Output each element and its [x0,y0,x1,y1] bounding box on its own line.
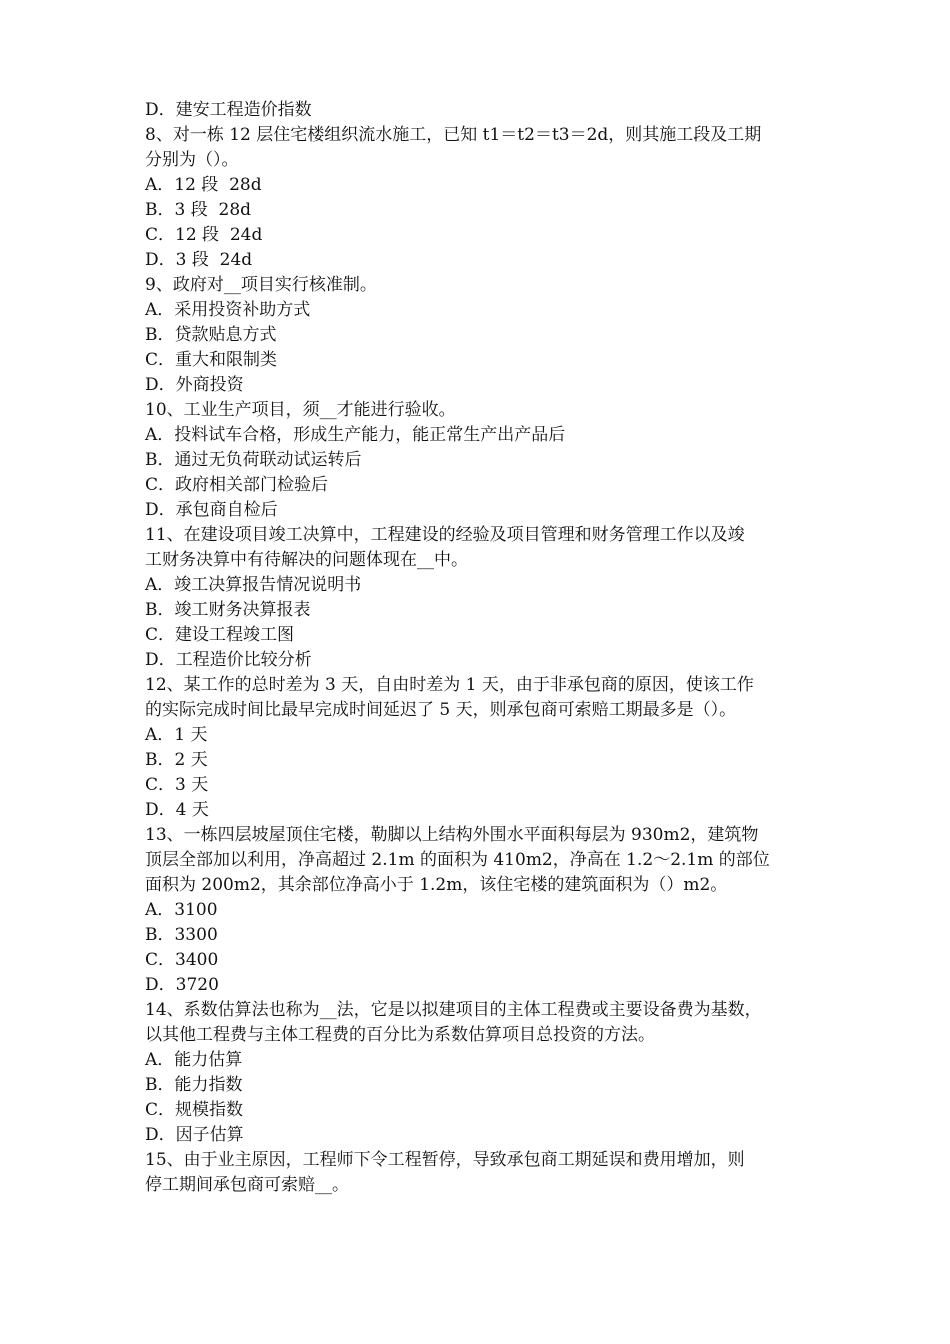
text-line: 13、一栋四层坡屋顶住宅楼，勒脚以上结构外围水平面积每层为 930m2，建筑物 [145,825,759,845]
text-line: D．3720 [145,975,219,995]
text-line: 面积为 200m2，其余部位净高小于 1.2m，该住宅楼的建筑面积为（）m2。 [145,875,728,895]
text-line: C．12 段 24d [145,225,263,245]
text-line: A．采用投资补助方式 [145,300,311,320]
text-line: 的实际完成时间比最早完成时间延迟了 5 天，则承包商可索赔工期最多是（）。 [145,700,737,720]
text-line: D．3 段 24d [145,250,253,270]
text-line: 工财务决算中有待解决的问题体现在__中。 [145,550,468,570]
text-line: C．政府相关部门检验后 [145,475,329,495]
text-line: C．规模指数 [145,1100,244,1120]
text-line: B．3 段 28d [145,200,252,220]
text-line: 顶层全部加以利用，净高超过 2.1m 的面积为 410m2，净高在 1.2～2.1m 的部位 [145,850,770,870]
text-line: D．外商投资 [145,375,244,395]
text-line: D．4 天 [145,800,209,820]
text-line: A．竣工决算报告情况说明书 [145,575,362,595]
text-line: A．12 段 28d [145,175,262,195]
text-line: B．竣工财务决算报表 [145,600,311,620]
text-line: B．贷款贴息方式 [145,325,277,345]
text-line: 10、工业生产项目，须__才能进行验收。 [145,400,456,420]
text-line: 14、系数估算法也称为__法，它是以拟建项目的主体工程费或主要设备费为基数， [145,1000,762,1020]
text-line: A．能力估算 [145,1050,243,1070]
text-line: B．通过无负荷联动试运转后 [145,450,362,470]
text-line: D．因子估算 [145,1125,244,1145]
text-line: B．2 天 [145,750,208,770]
text-line: 分别为（）。 [145,150,239,170]
text-line: D．建安工程造价指数 [145,100,312,120]
document-body [145,98,820,1198]
text-line: 停工期间承包商可索赔__。 [145,1175,349,1195]
text-line: A．3100 [145,900,218,920]
text-line: 以其他工程费与主体工程费的百分比为系数估算项目总投资的方法。 [145,1025,655,1045]
text-line: 8、对一栋 12 层住宅楼组织流水施工，已知 t1＝t2＝t3＝2d，则其施工段及工期 [145,125,762,145]
text-line: D．承包商自检后 [145,500,278,520]
text-line: A．1 天 [145,725,208,745]
text-line: 15、由于业主原因，工程师下令工程暂停，导致承包商工期延误和费用增加，则 [145,1150,745,1170]
text-line: 11、在建设项目竣工决算中，工程建设的经验及项目管理和财务管理工作以及竣 [145,525,745,545]
text-line: D．工程造价比较分析 [145,650,312,670]
text-line: 12、某工作的总时差为 3 天，自由时差为 1 天，由于非承包商的原因，使该工作 [145,675,754,695]
text-line: A．投料试车合格，形成生产能力，能正常生产出产品后 [145,425,566,445]
text-line: C．建设工程竣工图 [145,625,295,645]
text-line: C．3400 [145,950,219,970]
text-line: 9、政府对__项目实行核准制。 [145,275,377,295]
text-line: B．3300 [145,925,218,945]
text-line: C．重大和限制类 [145,350,278,370]
text-line: B．能力指数 [145,1075,243,1095]
text-line: C．3 天 [145,775,209,795]
